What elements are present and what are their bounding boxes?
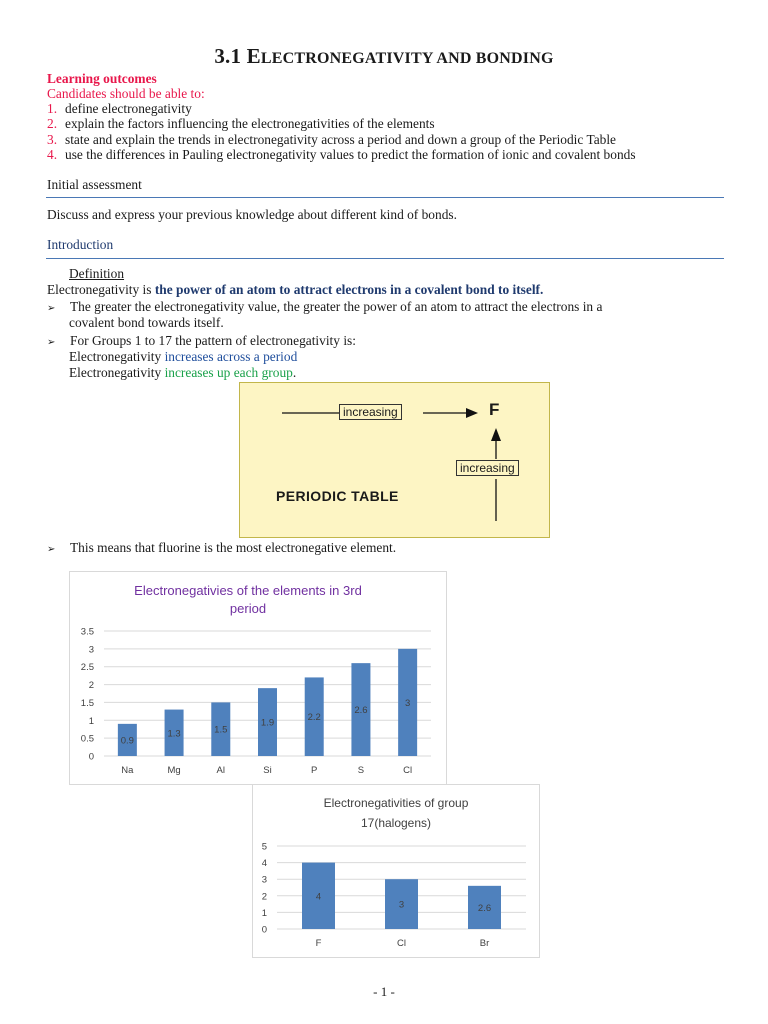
data-label: 4 (315, 891, 322, 903)
chart-title: 17(halogens) (360, 816, 432, 830)
y-tick-label: 3.5 (80, 626, 94, 638)
title-number: 3.1 (214, 44, 247, 68)
bullet-text: This means that fluorine is the most electronegative element. (70, 540, 397, 555)
bullet-line (47, 299, 602, 317)
assessment-text: Discuss and express your previous knowledge about different kind of bonds. (47, 207, 457, 222)
x-tick-label: Al (216, 765, 226, 776)
data-label: 0.9 (120, 735, 134, 747)
definition-prefix: Electronegativity is (47, 282, 155, 297)
assessment-heading: Initial assessment (47, 177, 142, 192)
section-divider (46, 258, 724, 259)
chart-period3-svg (70, 572, 446, 784)
outcomes-heading: Learning outcomes (47, 71, 157, 86)
arrow-bullet-icon: ➢ (47, 544, 56, 555)
title-rest: LECTRONEGATIVITY AND BONDING (260, 50, 554, 67)
outcome-item (47, 147, 636, 163)
chart-title: Electronegativies of the elements in 3rd (134, 583, 362, 598)
chart-title: period (229, 601, 267, 616)
chart-period3 (69, 571, 447, 785)
trend-suffix: . (292, 365, 297, 380)
y-tick-label: 5 (261, 841, 267, 853)
page-title (0, 44, 768, 69)
bullet-line (47, 333, 356, 351)
y-tick-label: 2.5 (80, 662, 94, 674)
x-tick-label: S (357, 765, 365, 776)
y-tick-label: 0 (88, 751, 94, 763)
label-increasing-horizontal: increasing (339, 404, 402, 420)
x-tick-label: Mg (167, 765, 181, 776)
chart-group17-svg (253, 785, 539, 957)
x-tick-label: Cl (403, 765, 413, 776)
x-tick-label: Cl (397, 938, 406, 949)
label-increasing-vertical: increasing (456, 460, 519, 476)
outcome-item (47, 101, 192, 117)
definition-bold: the power of an atom to attract electrons in a covalent bond to itself. (154, 282, 544, 297)
data-label: 1.9 (260, 717, 275, 729)
y-tick-label: 2 (88, 680, 94, 692)
definition-label: Definition (69, 266, 125, 281)
definition-text (47, 282, 543, 298)
page-number: - 1 - (373, 984, 395, 999)
element-fluorine: F (489, 400, 500, 419)
bullet-text: For Groups 1 to 17 the pattern of electronegativity is: (70, 333, 356, 348)
trend-colored: increases across a period (164, 349, 298, 364)
data-label: 2.6 (477, 902, 492, 914)
data-label: 1.3 (167, 728, 181, 740)
x-tick-label: P (311, 765, 318, 776)
title-cap: E (246, 44, 261, 68)
data-label: 2.2 (307, 712, 321, 724)
chart-group17 (252, 784, 540, 958)
periodic-table-diagram (239, 382, 550, 538)
x-tick-label: Si (263, 765, 272, 776)
y-tick-label: 2 (261, 891, 267, 903)
outcome-item (47, 116, 435, 132)
outcome-number: 3. (47, 132, 58, 147)
bullet-text: The greater the electronegativity value, the greater the power of an atom to attract the electrons in a (70, 299, 603, 314)
y-tick-label: 3 (261, 874, 267, 886)
trend-across-period (69, 349, 297, 365)
y-tick-label: 1.5 (80, 697, 94, 709)
y-tick-label: 4 (261, 858, 267, 870)
x-tick-label: F (315, 938, 322, 949)
outcome-text: explain the factors influencing the electronegativities of the elements (65, 116, 435, 131)
bullet-line (47, 540, 396, 558)
x-tick-label: Br (479, 938, 490, 949)
section-divider (46, 197, 724, 198)
arrow-bullet-icon: ➢ (47, 337, 56, 348)
trend-prefix: Electronegativity (69, 365, 165, 380)
chart-title: Electronegativities of group (323, 796, 469, 810)
y-tick-label: 0.5 (80, 733, 94, 745)
trend-colored: increases up each group (164, 365, 293, 380)
outcome-number: 4. (47, 147, 58, 162)
outcome-text: use the differences in Pauling electronegativity values to predict the formation of ionic and covalent bonds (65, 147, 636, 162)
trend-prefix: Electronegativity (69, 349, 165, 364)
y-tick-label: 1 (88, 715, 94, 727)
outcomes-intro: Candidates should be able to: (47, 86, 205, 101)
outcome-text: state and explain the trends in electronegativity across a period and down a group of the Periodic Table (65, 132, 617, 147)
outcome-number: 2. (47, 116, 58, 131)
y-tick-label: 1 (261, 907, 267, 919)
outcome-item (47, 132, 616, 148)
data-label: 2.6 (354, 705, 368, 717)
data-label: 3 (398, 899, 405, 911)
periodic-table-caption: PERIODIC TABLE (276, 488, 399, 504)
outcome-number: 1. (47, 101, 58, 116)
y-tick-label: 0 (261, 924, 267, 936)
x-tick-label: Na (121, 765, 134, 776)
bullet-text-continued: covalent bond towards itself. (69, 315, 224, 330)
data-label: 3 (404, 697, 411, 709)
outcome-text: define electronegativity (65, 101, 192, 116)
introduction-heading: Introduction (47, 237, 114, 252)
data-label: 1.5 (214, 724, 228, 736)
arrow-bullet-icon: ➢ (47, 303, 56, 314)
y-tick-label: 3 (88, 644, 94, 656)
trend-up-group (69, 365, 296, 381)
